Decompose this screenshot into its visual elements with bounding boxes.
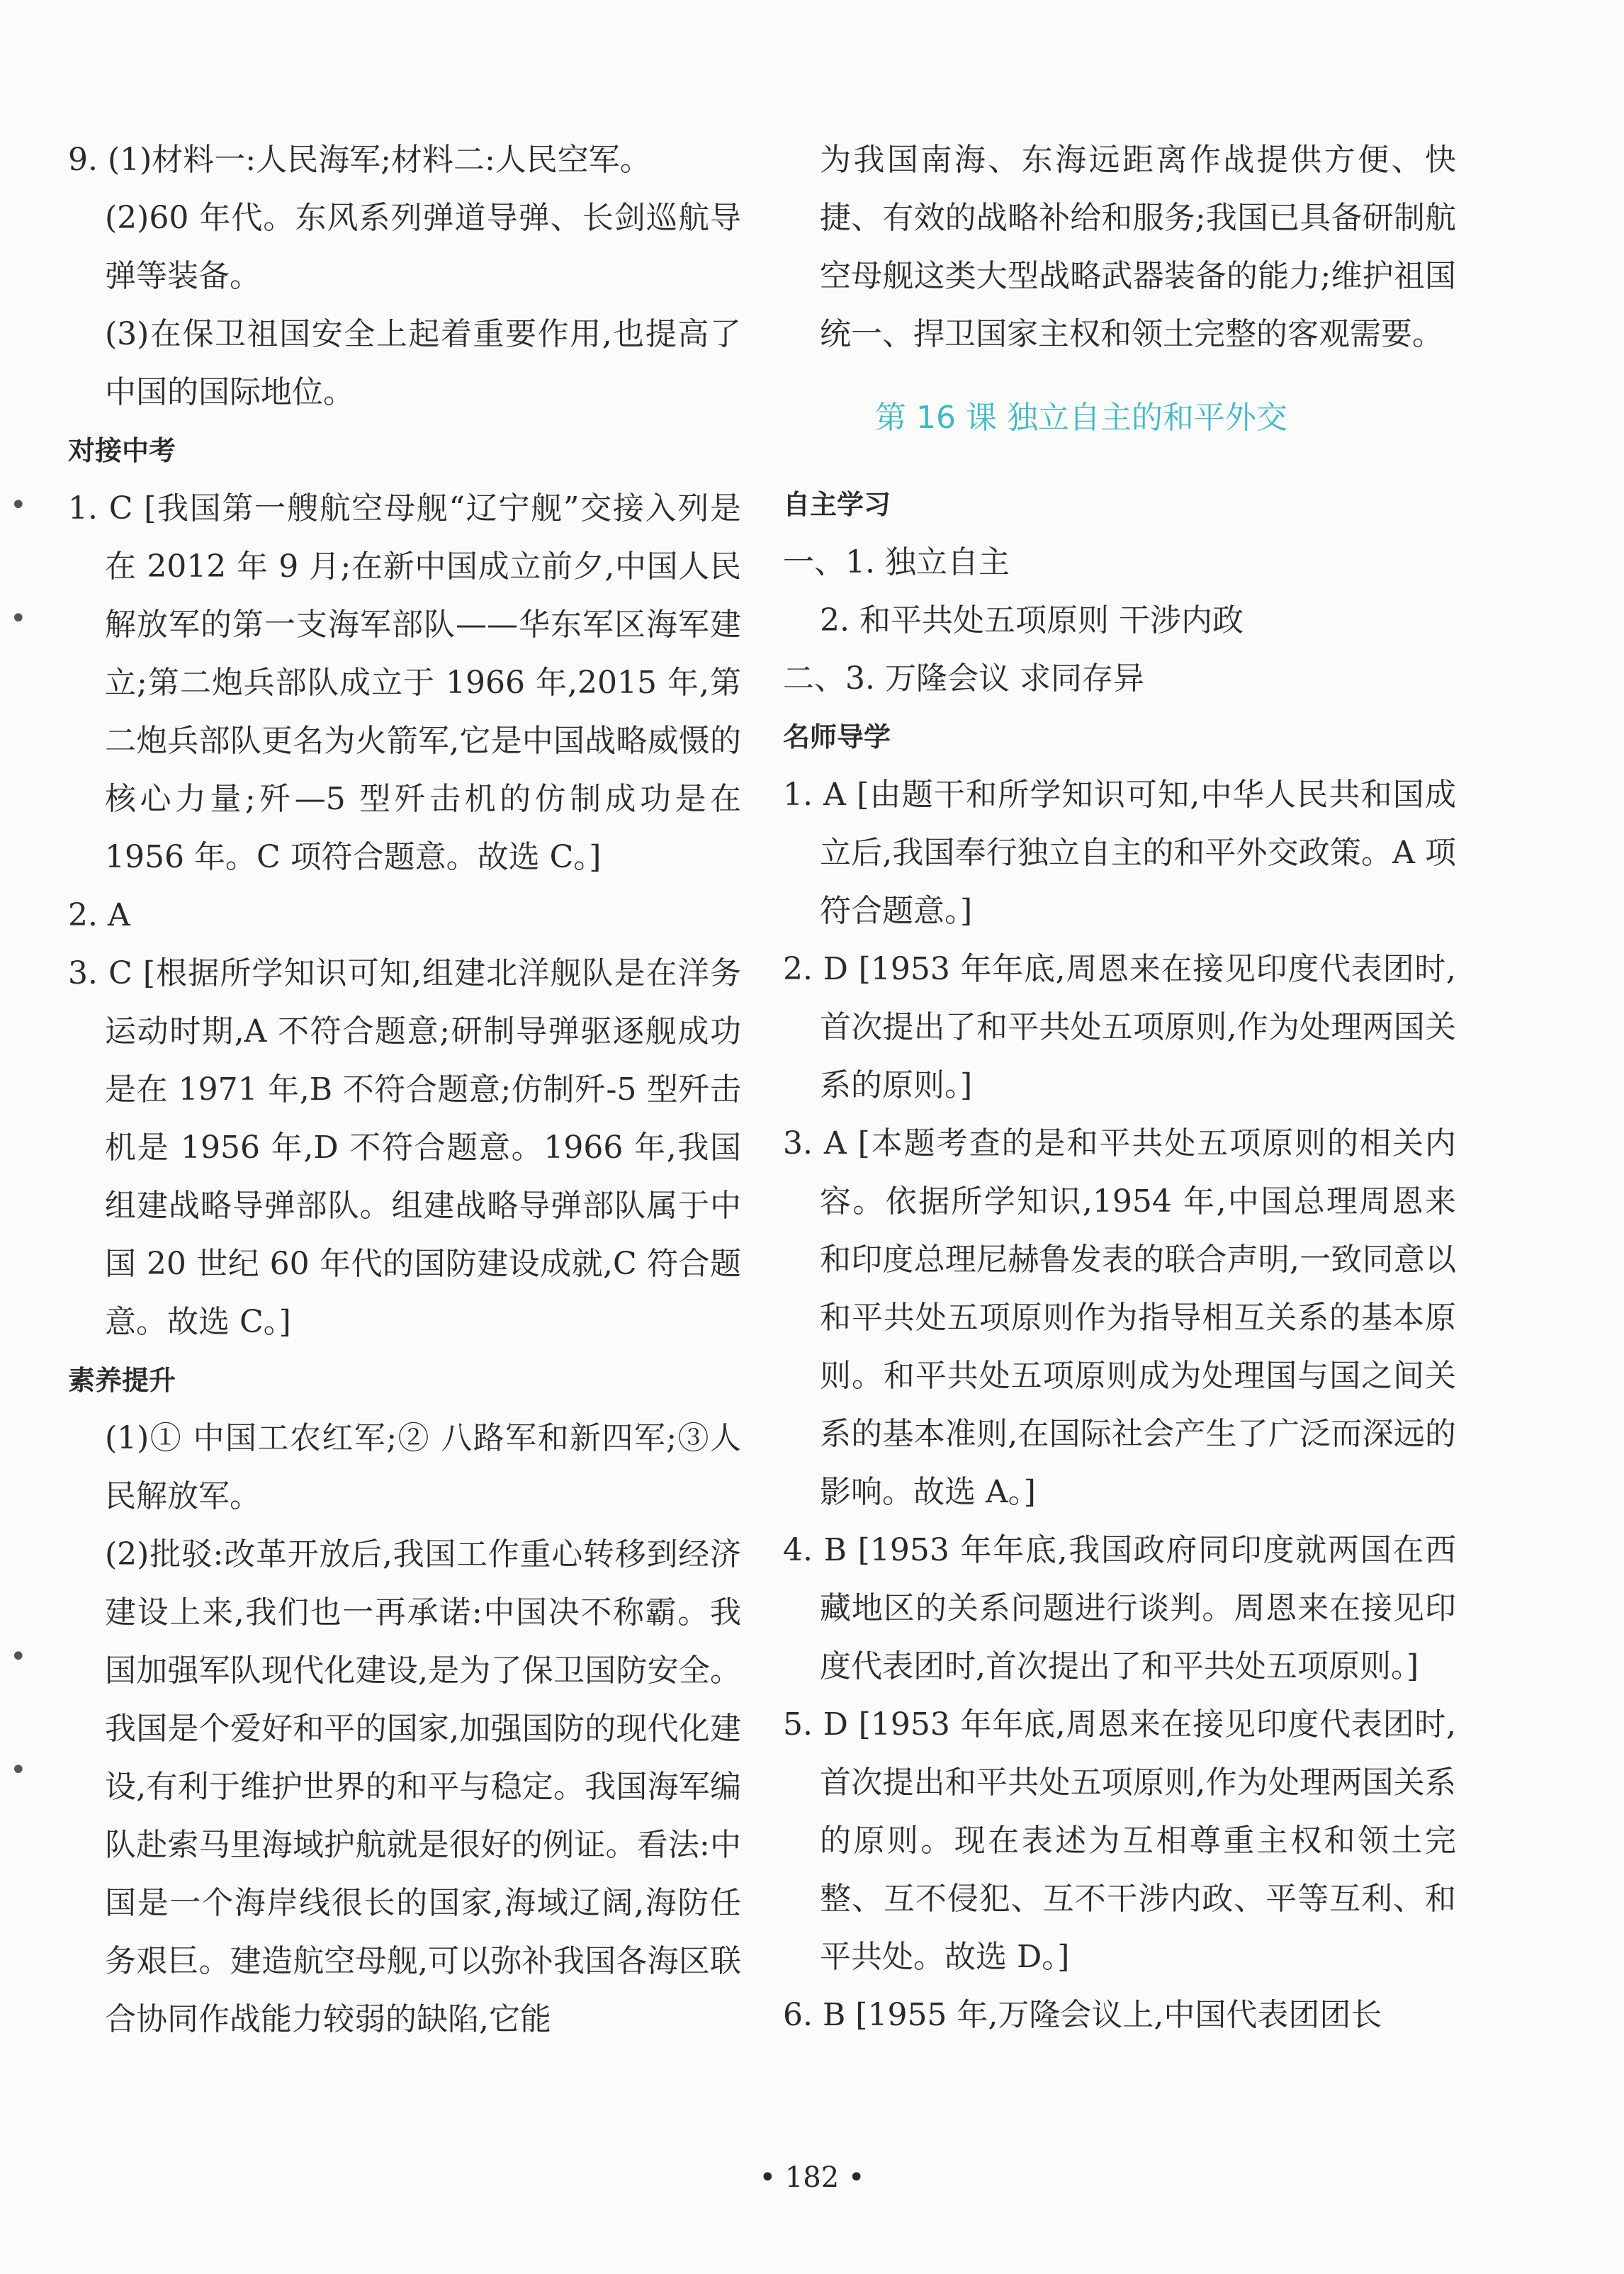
section-heading-duijie: 对接中考 [68,435,176,466]
continued-text: 为我国南海、东海远距离作战提供方便、快捷、有效的战略补给和服务;我国已具备研制航空母舰这类大型战略武器装备的能力;维护祖国统一、捍卫国家主权和领土完整的客观需要。 [820,142,1456,352]
left-column [68,131,741,2049]
answer-item: (1)① 中国工农红军;② 八路军和新四军;③人民解放军。 [105,1420,741,1514]
answer-item: 4. B [1953 年年底,我国政府同印度就两国在西藏地区的关系问题进行谈判。周恩来在接见印度代表团时,首次提出了和平共处五项原则。] [783,1532,1456,1684]
answer-item: (2)批驳:改革开放后,我国工作重心转移到经济建设上来,我们也一再承诺:中国决不称霸。我国加强军队现代化建设,是为了保卫国防安全。我国是个爱好和平的国家,加强国防的现代化建设,有利于维护世界的和平与稳定。我国海军编队赴索马里海域护航就是很好的例证。看法:中国是一个海岸线很长的国家,海域辽阔,海防任务艰巨。建造航空母舰,可以弥补我国各海区联合协同作战能力较弱的缺陷,它能 [105,1536,741,2037]
answer-item: 6. B [1955 年,万隆会议上,中国代表团团长 [783,1997,1382,2033]
answer-item: 1. A [由题干和所学知识可知,中华人民共和国成立后,我国奉行独立自主的和平外交政策。A 项符合题意。] [783,777,1456,929]
q9-part3: (3)在保卫祖国安全上起着重要作用,也提高了中国的国际地位。 [105,316,741,410]
section-heading-suyang: 素养提升 [68,1365,176,1396]
lesson-title: 第 16 课 独立自主的和平外交 [875,400,1287,436]
answer-item: 一、1. 独立自主 [783,544,1010,580]
answer-item: 3. A [本题考查的是和平共处五项原则的相关内容。依据所学知识,1954 年,中国总理周恩来和印度总理尼赫鲁发表的联合声明,一致同意以和平共处五项原则作为指导相互关系的基本原则。和平共处五项原则成为处理国与国之间关系的基本准则,在国际社会产生了广泛而深远的影响。故选 A。] [783,1125,1456,1510]
margin-dot: • [10,489,27,522]
margin-dot: • [10,1754,27,1786]
right-column [783,131,1456,2044]
answer-item: 5. D [1953 年年底,周恩来在接见印度代表团时,首次提出和平共处五项原则,作为处理两国关系的原则。现在表述为互相尊重主权和领土完整、互不侵犯、互不干涉内政、平等互利、和平共处。故选 D。] [783,1706,1456,1975]
section-heading-zizhu: 自主学习 [783,489,891,520]
q9-part2: (2)60 年代。东风系列弹道导弹、长剑巡航导弹等装备。 [105,200,741,294]
q9-part1: 9. (1)材料一:人民海军;材料二:人民空军。 [68,142,651,178]
answer-item: 2. 和平共处五项原则 干涉内政 [820,602,1244,638]
answer-item: 2. D [1953 年年底,周恩来在接见印度代表团时,首次提出了和平共处五项原则,作为处理两国关系的原则。] [783,951,1456,1103]
margin-dot: • [10,602,27,635]
answer-item: 1. C [我国第一艘航空母舰“辽宁舰”交接入列是在 2012 年 9 月;在新中国成立前夕,中国人民解放军的第一支海军部队——华东军区海军建立;第二炮兵部队成立于 1966 年,2015 年,第二炮兵部队更名为火箭军,它是中国战略威慑的核心力量;歼—5 型歼击机的仿制成功是在 1956 年。C 项符合题意。故选 C。] [68,490,741,875]
answer-item: 二、3. 万隆会议 求同存异 [783,660,1144,697]
answer-item: 2. A [68,897,130,933]
answer-item: 3. C [根据所学知识可知,组建北洋舰队是在洋务运动时期,A 不符合题意;研制导弹驱逐舰成功是在 1971 年,B 不符合题意;仿制歼-5 型歼击机是 1956 年,D 不符合题意。1966 年,我国组建战略导弹部队。组建战略导弹部队属于中国 20 世纪 60 年代的国防建设成就,C 符合题意。故选 C。] [68,955,741,1340]
section-heading-mingshi: 名师导学 [783,721,891,753]
page-number: • 182 • [759,2161,865,2194]
margin-dot: • [10,1640,27,1673]
